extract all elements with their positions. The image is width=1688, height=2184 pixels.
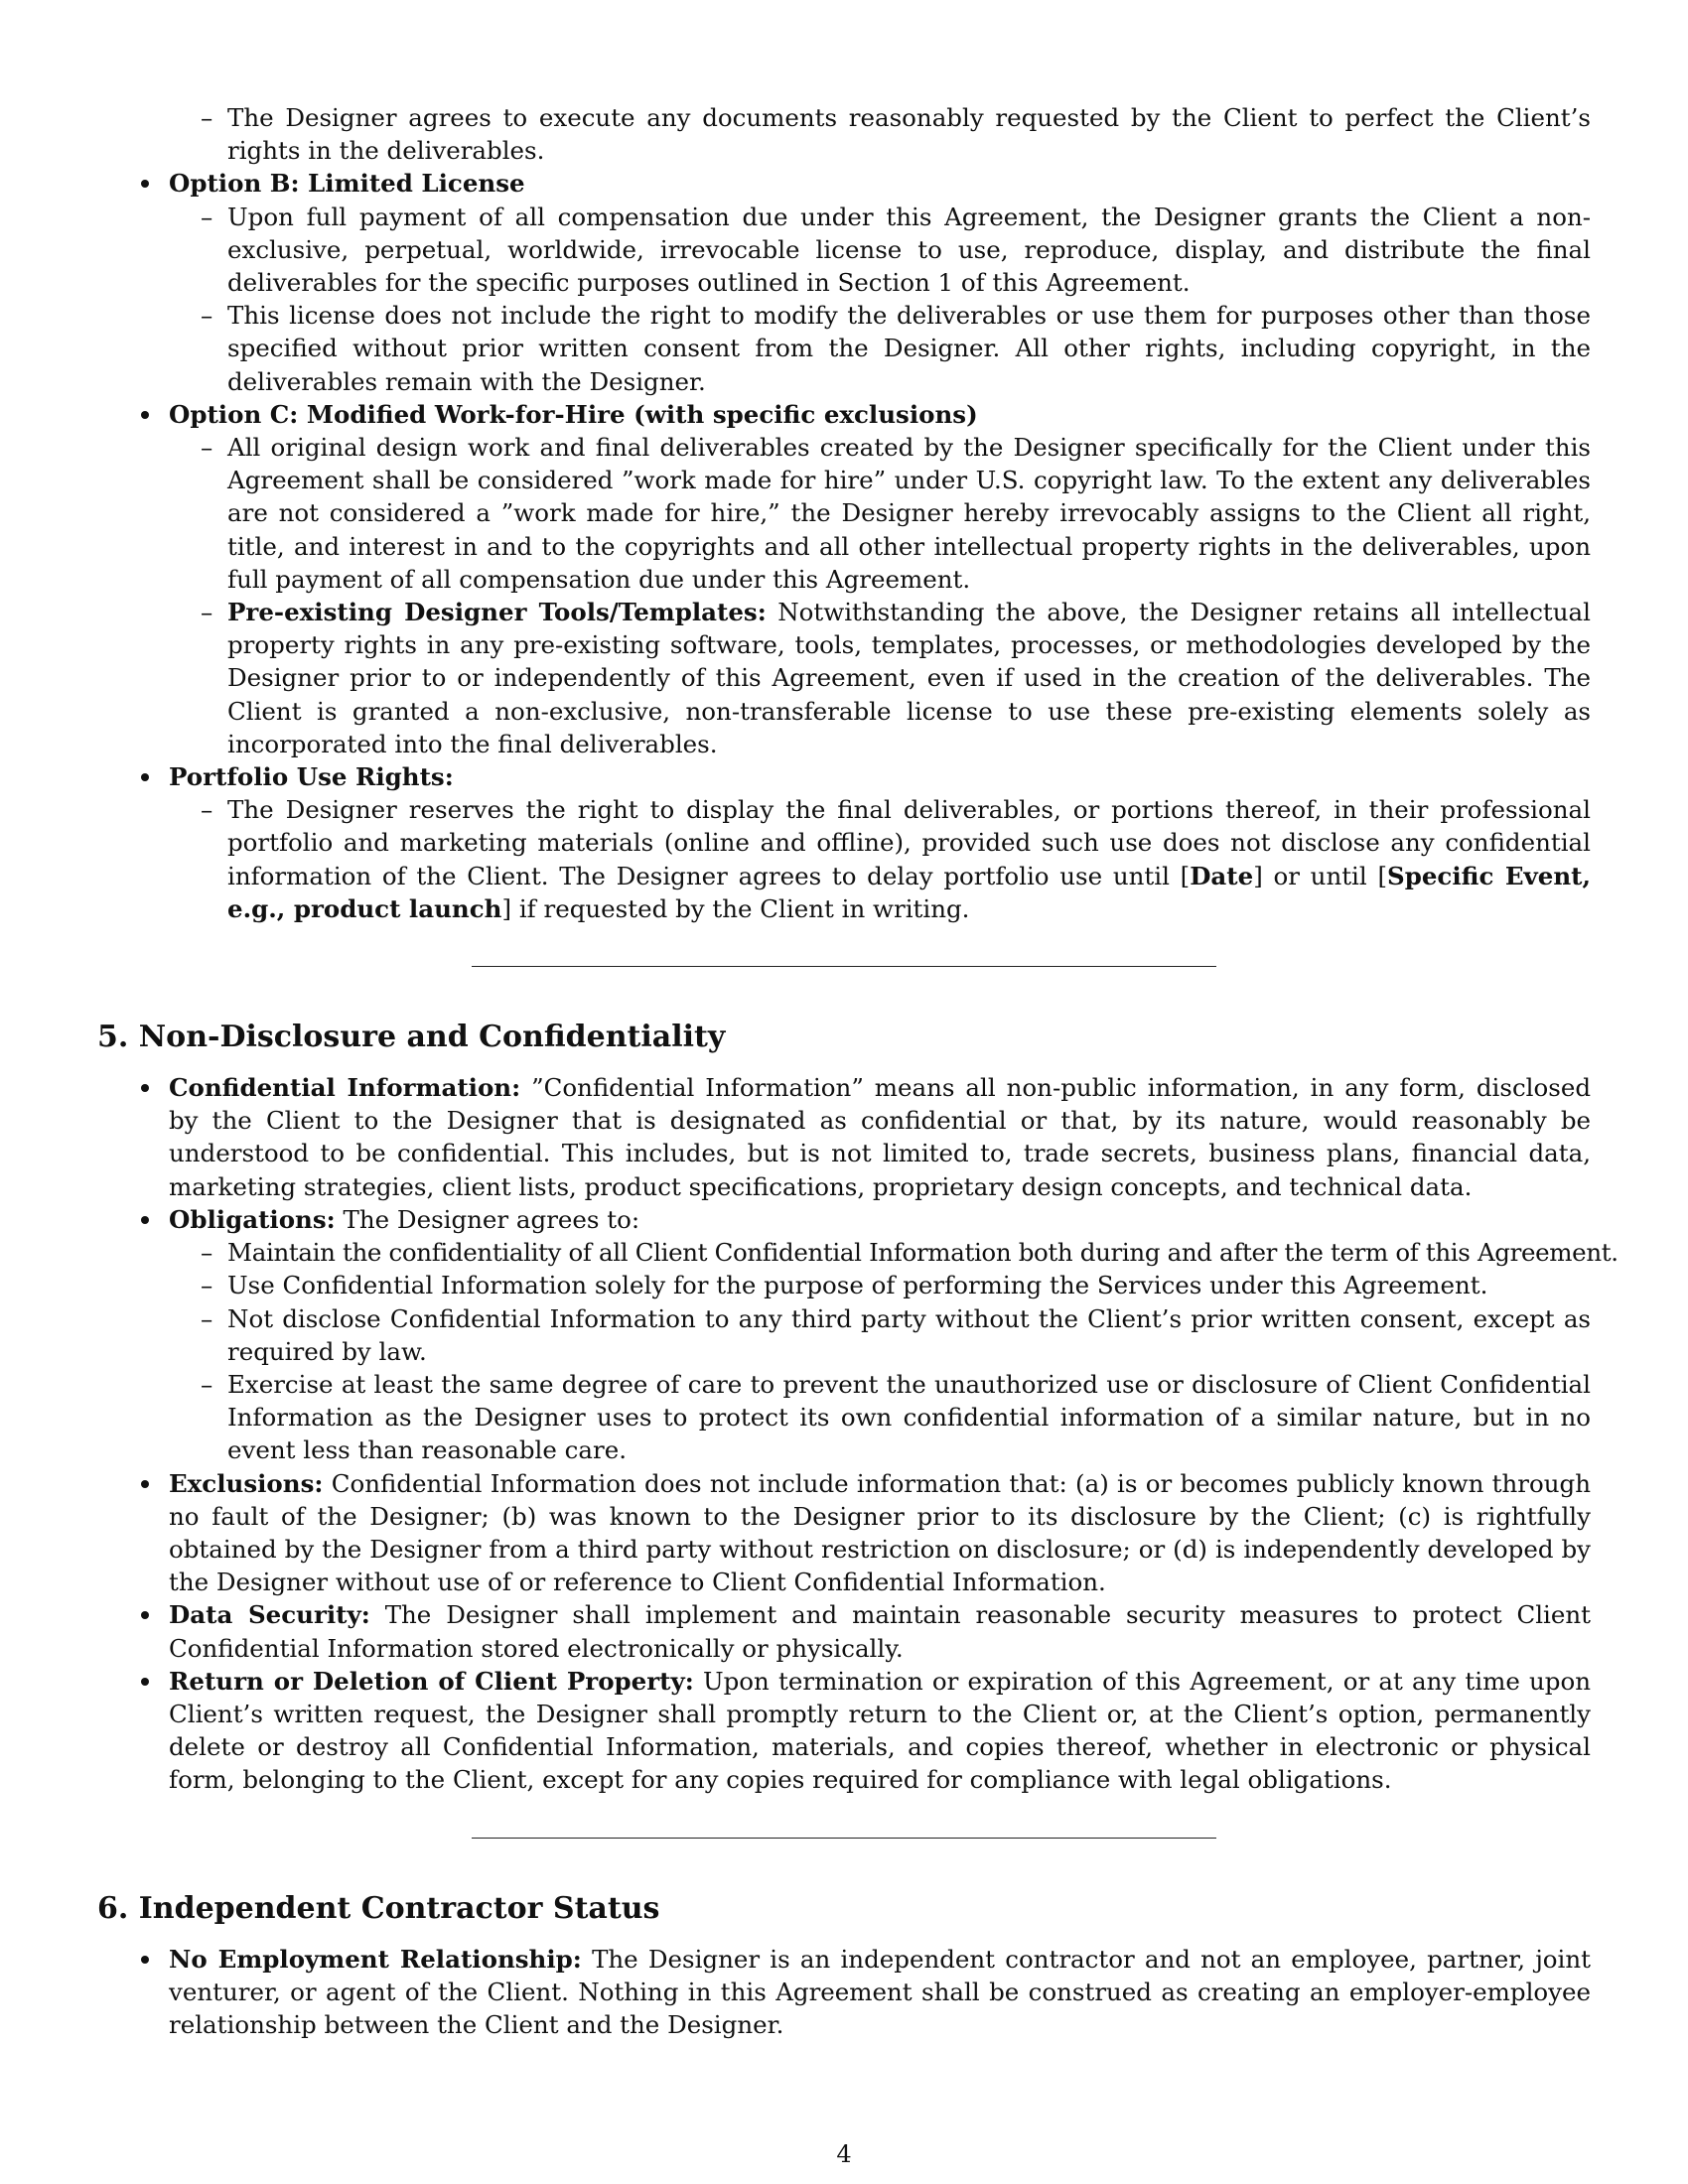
- portfolio-text-a: The Designer reserves the right to display the final deliverables, or portions thereof, in their professional portfolio and marketing materials (online and offline), provided such use does not disclose any confidential information of the Client. The Designer agrees to delay portfolio use until [: [227, 795, 1591, 890]
- section-6-heading: 6. Independent Contractor Status: [97, 1890, 660, 1926]
- option-a-continuation-list: [97, 101, 1591, 167]
- ip-options-list: [97, 167, 1591, 200]
- data-security-item: [97, 1598, 1591, 1664]
- list-item: [97, 299, 1591, 398]
- dash-bullet: –: [201, 1369, 213, 1399]
- bullet-icon: [141, 1084, 149, 1092]
- portfolio-sublist: [97, 793, 1591, 925]
- bullet-icon: [141, 1611, 149, 1619]
- obligations-label: Obligations:: [169, 1204, 336, 1234]
- list-item-text: Notwithstanding the above, the Designer retains all intellectual property rights in any pre-existing software, tools, templates, processes, or methodologies developed by the Designer prior to or independently of this Agreement, even if used in the creation of the deliverables. The Client is granted a non-exclusive, non-transferable license to use these pre-existing elements solely as incorporated into the final deliverables.: [227, 598, 1591, 758]
- list-item: [97, 1269, 1591, 1301]
- portfolio-text-c: ] if requested by the Client in writing.: [501, 893, 970, 923]
- bullet-icon: [141, 1216, 149, 1224]
- list-item: [97, 431, 1591, 596]
- option-b-sublist: [97, 201, 1591, 398]
- return-deletion-text: Upon termination or expiration of this Agreement, or at any time upon Client’s written request, the Designer shall promptly return to the Client or, at the Client’s option, permanently delete or destroy all Confidential Information, materials, and copies thereof, whether in electronic or physical form, belonging to the Client, except for any copies required for compliance with legal obligations.: [169, 1666, 1591, 1795]
- list-item: [97, 101, 1591, 167]
- list-item-text: Not disclose Confidential Information to any third party without the Client’s prior written consent, except as required by law.: [227, 1303, 1591, 1366]
- list-item-text: Exercise at least the same degree of care to prevent the unauthorized use or disclosure of Client Confidential Information as the Designer uses to protect its own confidential information of a similar nature, but in no event less than reasonable care.: [227, 1369, 1591, 1465]
- section-5-heading: 5. Non-Disclosure and Confidentiality: [97, 1020, 726, 1055]
- list-item-text: All original design work and final deliverables created by the Designer specifically for the Client under this Agreement shall be considered ”work made for hire” under U.S. copyright law. To the extent any deliverables are not considered a ”work made for hire,” the Designer hereby irrevocably assigns to the Client all right, title, and interest in and to the copyrights and all other intellectual property rights in the deliverables, upon full payment of all compensation due under this Agreement.: [227, 433, 1591, 594]
- dash-bullet: –: [201, 795, 213, 825]
- list-item-text: Use Confidential Information solely for the purpose of performing the Services under this Agreement.: [227, 1271, 1488, 1300]
- data-security-text: The Designer shall implement and maintain reasonable security measures to protect Client Confidential Information stored electronically or physically.: [169, 1600, 1592, 1663]
- portfolio-text-b: ] or until [: [1253, 861, 1388, 890]
- list-item: [97, 1236, 1618, 1269]
- obligations-item: [97, 1203, 1591, 1236]
- list-item-text: Maintain the confidentiality of all Client Confidential Information both during and after the term of this Agreement.: [227, 1238, 1618, 1268]
- bullet-icon: [141, 1678, 149, 1686]
- confidential-info-label: Confidential Information:: [169, 1073, 521, 1103]
- list-item: [97, 793, 1591, 925]
- section-6-list: [97, 1943, 1591, 2042]
- exclusions-text: Confidential Information does not include information that: (a) is or becomes publicly known through no fault of the Designer; (b) was known to the Designer prior to its disclosure by the Client; (c) is rightfully obtained by the Designer from a third party without restriction on disclosure; or (d) is independently developed by the Designer without use of or reference to Client Confidential Information.: [169, 1468, 1591, 1597]
- employment-label: No Employment Relationship:: [169, 1944, 582, 1974]
- list-item: [97, 1368, 1591, 1467]
- option-c-list: [97, 398, 1591, 431]
- dash-bullet: –: [201, 301, 213, 331]
- bullet-icon: [141, 180, 149, 188]
- option-b-item: [97, 167, 1591, 200]
- data-security-label: Data Security:: [169, 1600, 370, 1630]
- page-number: 4: [836, 2140, 852, 2168]
- option-c-sublist: [97, 431, 1591, 760]
- bullet-icon: [141, 1480, 149, 1488]
- section-5-list-continued: [97, 1467, 1591, 1797]
- exclusions-item: [97, 1467, 1591, 1599]
- option-c-label: Option C: Modified Work-for-Hire (with specific exclusions): [169, 399, 978, 429]
- confidential-info-text: ”Confidential Information” means all non-public information, in any form, disclosed by the Client to the Designer that is designated as confidential or that, by its nature, would reasonably be understood to be confidential. This includes, but is not limited to, trade secrets, business plans, financial data, marketing strategies, client lists, product specifications, proprietary design concepts, and technical data.: [169, 1073, 1592, 1201]
- bullet-icon: [141, 773, 149, 781]
- employment-item: [97, 1943, 1591, 2042]
- confidential-info-item: [97, 1071, 1591, 1203]
- obligations-sublist: [97, 1236, 1618, 1466]
- list-item-text: Upon full payment of all compensation due under this Agreement, the Designer grants the Client a non-exclusive, perpetual, worldwide, irrevocable license to use, reproduce, display, and distribute the final deliverables for the specific purposes outlined in Section 1 of this Agreement.: [227, 202, 1591, 298]
- return-deletion-label: Return or Deletion of Client Property:: [169, 1666, 694, 1696]
- portfolio-item: [97, 760, 1591, 793]
- option-c-item: [97, 398, 1591, 431]
- return-deletion-item: [97, 1665, 1591, 1797]
- portfolio-label: Portfolio Use Rights:: [169, 762, 454, 792]
- dash-bullet: –: [201, 598, 213, 627]
- list-item: [97, 1302, 1591, 1368]
- dash-bullet: –: [201, 103, 213, 132]
- option-b-label: Option B: Limited License: [169, 169, 525, 199]
- list-item-text: The Designer agrees to execute any documents reasonably requested by the Client to perfect the Client’s rights in the deliverables.: [227, 103, 1591, 166]
- bullet-icon: [141, 411, 149, 419]
- exclusions-label: Exclusions:: [169, 1468, 324, 1498]
- dash-bullet: –: [201, 1271, 213, 1300]
- section-divider: [472, 966, 1216, 967]
- list-item-text: This license does not include the right to modify the deliverables or use them for purposes other than those specified without prior written consent from the Designer. All other rights, including copyright, in the deliverables remain with the Designer.: [227, 301, 1591, 396]
- section-5-list: [97, 1071, 1591, 1236]
- portfolio-list: [97, 760, 1591, 793]
- preexisting-tools-label: Pre-existing Designer Tools/Templates:: [227, 598, 767, 627]
- dash-bullet: –: [201, 202, 213, 231]
- bullet-icon: [141, 1956, 149, 1964]
- dash-bullet: –: [201, 1303, 213, 1333]
- dash-bullet: –: [201, 433, 213, 463]
- employment-text: The Designer is an independent contractor and not an employee, partner, joint venturer, or agent of the Client. Nothing in this Agreement shall be construed as creating an employer-employee relationship between the Client and the Designer.: [169, 1944, 1592, 2039]
- section-divider: [472, 1838, 1216, 1839]
- event-placeholder: Specific Event, e.g., product launch: [227, 861, 1591, 923]
- obligations-text: The Designer agrees to:: [343, 1204, 640, 1234]
- date-placeholder: Date: [1190, 861, 1254, 890]
- dash-bullet: –: [201, 1238, 212, 1268]
- list-item: [97, 596, 1591, 760]
- list-item: [97, 201, 1591, 300]
